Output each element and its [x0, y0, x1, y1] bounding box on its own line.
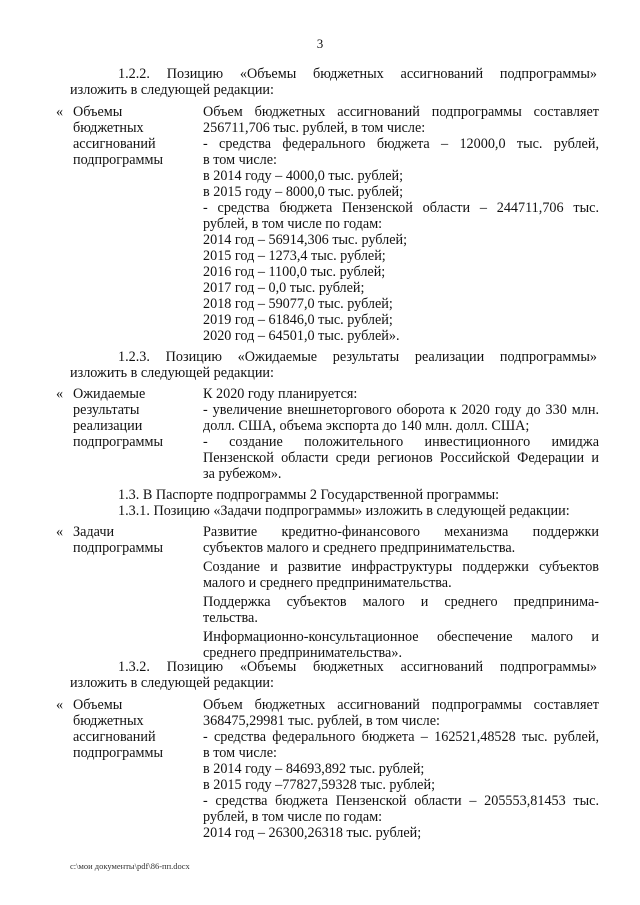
content-line: Развитие кредитно-финансового механизма поддержки: [203, 524, 599, 540]
content-line: К 2020 году планируется:: [203, 386, 358, 402]
label-line: бюджетных: [73, 120, 144, 136]
content-line: - средства федерального бюджета – 162521,48528 тыс. рублей,: [203, 729, 599, 745]
content-line: 2020 год – 64501,0 тыс. рублей».: [203, 328, 400, 344]
content-line: - увеличение внешнеторгового оборота к 2020 году до 330 млн.: [203, 402, 599, 418]
row-label: [56, 524, 196, 556]
content-line: 2015 год – 1273,4 тыс. рублей;: [203, 248, 386, 264]
open-quote: «: [56, 524, 64, 540]
label-line: Объемы: [73, 104, 123, 120]
content-line: Информационно-консультационное обеспечение малого и: [203, 629, 599, 645]
content-line: в 2014 году – 84693,892 тыс. рублей;: [203, 761, 425, 777]
row-label: [56, 697, 196, 761]
content-line: малого и среднего предпринимательства.: [203, 575, 452, 591]
open-quote: «: [56, 386, 64, 402]
content-line: 2018 год – 59077,0 тыс. рублей;: [203, 296, 393, 312]
content-line: тельства.: [203, 610, 258, 626]
content-line: - создание положительного инвестиционного имиджа: [203, 434, 599, 450]
content-line: в 2014 году – 4000,0 тыс. рублей;: [203, 168, 404, 184]
label-line: подпрограммы: [73, 152, 163, 168]
content-line: 2014 год – 26300,26318 тыс. рублей;: [203, 825, 422, 841]
heading-line: 1.2.3. Позицию «Ожидаемые результаты реализации подпрограммы»: [118, 349, 597, 365]
section-1-2-2-heading: [70, 66, 597, 98]
heading-line: изложить в следующей редакции:: [70, 365, 274, 381]
content-line: 2016 год – 1100,0 тыс. рублей;: [203, 264, 386, 280]
heading-line: изложить в следующей редакции:: [70, 675, 274, 691]
content-line: Создание и развитие инфраструктуры поддержки субъектов: [203, 559, 599, 575]
content-line: 368475,29981 тыс. рублей, в том числе:: [203, 713, 440, 729]
content-line: 2017 год – 0,0 тыс. рублей;: [203, 280, 365, 296]
content-line: 2019 год – 61846,0 тыс. рублей;: [203, 312, 393, 328]
label-line: Ожидаемые: [73, 386, 146, 402]
content-line: рублей, в том числе по годам:: [203, 216, 383, 232]
content-line: в 2015 году –77827,59328 тыс. рублей;: [203, 777, 436, 793]
row-content: [203, 386, 599, 482]
heading-line: 1.3.1. Позицию «Задачи подпрограммы» изложить в следующей редакции:: [118, 503, 570, 519]
heading-line: 1.3.2. Позицию «Объемы бюджетных ассигнований подпрограммы»: [118, 659, 597, 675]
content-line: - средства федерального бюджета – 12000,0 тыс. рублей,: [203, 136, 599, 152]
label-line: подпрограммы: [73, 745, 163, 761]
label-line: ассигнований: [73, 729, 156, 745]
content-line: среднего предпринимательства».: [203, 645, 402, 661]
row-label: [56, 386, 196, 450]
section-1-2-3-heading: [70, 349, 597, 381]
content-line: 2014 год – 56914,306 тыс. рублей;: [203, 232, 408, 248]
label-line: бюджетных: [73, 713, 144, 729]
row-content: [203, 524, 599, 661]
label-line: подпрограммы: [73, 434, 163, 450]
label-line: подпрограммы: [73, 540, 163, 556]
content-line: долл. США, объема экспорта до 140 млн. долл. США;: [203, 418, 530, 434]
section-1-3-2-heading: [70, 659, 597, 691]
open-quote: «: [56, 104, 64, 120]
content-line: в том числе:: [203, 152, 277, 168]
content-line: субъектов малого и среднего предпринимательства.: [203, 540, 516, 556]
content-line: за рубежом».: [203, 466, 282, 482]
row-content: [203, 104, 599, 344]
heading-line: 1.3. В Паспорте подпрограммы 2 Государственной программы:: [118, 487, 500, 503]
content-line: Поддержка субъектов малого и среднего предпринима-: [203, 594, 599, 610]
row-label: [56, 104, 196, 168]
label-line: реализации: [73, 418, 143, 434]
label-line: Задачи: [73, 524, 115, 540]
content-line: в 2015 году – 8000,0 тыс. рублей;: [203, 184, 404, 200]
content-line: 256711,706 тыс. рублей, в том числе:: [203, 120, 426, 136]
open-quote: «: [56, 697, 64, 713]
page-number: 3: [316, 36, 324, 51]
file-path-footer: c:\мои документы\pdf\86-пп.docx: [70, 861, 190, 871]
content-line: в том числе:: [203, 745, 277, 761]
content-line: - средства бюджета Пензенской области – 244711,706 тыс.: [203, 200, 599, 216]
label-line: результаты: [73, 402, 140, 418]
content-line: Объем бюджетных ассигнований подпрограммы составляет: [203, 104, 599, 120]
content-line: рублей, в том числе по годам:: [203, 809, 383, 825]
heading-line: 1.2.2. Позицию «Объемы бюджетных ассигнований подпрограммы»: [118, 66, 597, 82]
content-line: - средства бюджета Пензенской области – 205553,81453 тыс.: [203, 793, 599, 809]
content-line: Объем бюджетных ассигнований подпрограммы составляет: [203, 697, 599, 713]
row-content: [203, 697, 599, 841]
label-line: ассигнований: [73, 136, 156, 152]
label-line: Объемы: [73, 697, 123, 713]
heading-line: изложить в следующей редакции:: [70, 82, 274, 98]
content-line: Пензенской области среди регионов Российской Федерации и: [203, 450, 599, 466]
section-1-3-heading: [70, 487, 597, 519]
